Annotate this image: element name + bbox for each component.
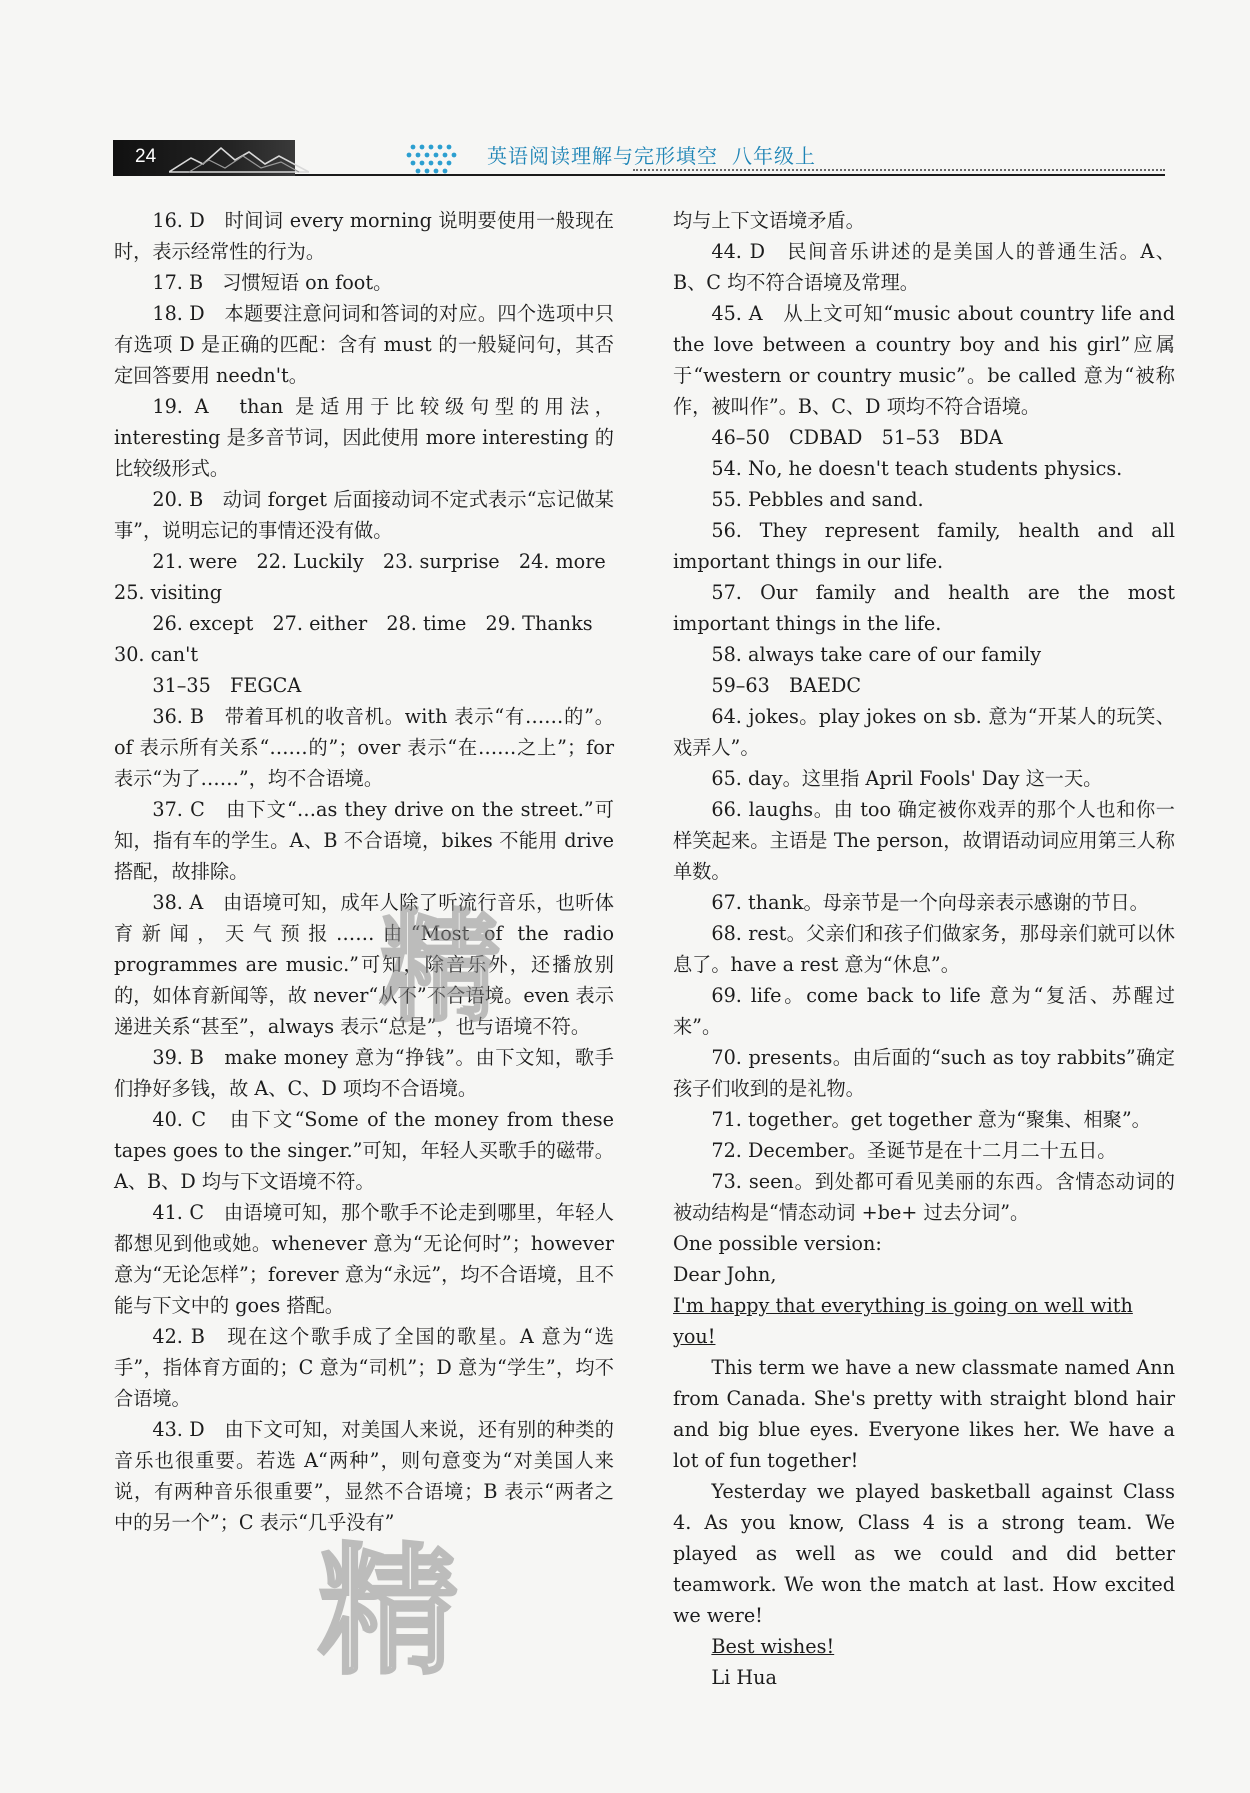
answer-item: 71. together。get together 意为“聚集、相聚”。 xyxy=(711,1108,1151,1131)
answer-item: 42. B 现在这个歌手成了全国的歌星。A 意为“选手”，指体育方面的；C 意为“司机”；D 意为“学生”，均不合语境。 xyxy=(114,1325,614,1410)
left-column xyxy=(114,205,625,1538)
answer-item: 72. December。圣诞节是在十二月二十五日。 xyxy=(711,1139,1117,1162)
answer-continuation: 均与上下文语境矛盾。 xyxy=(673,209,865,232)
dot-pattern-icon xyxy=(293,140,463,176)
answer-item: 64. jokes。play jokes on sb. 意为“开某人的玩笑、戏弄人”。 xyxy=(673,705,1175,759)
answer-item: 17. B 习惯短语 on foot。 xyxy=(152,271,393,294)
header-rule xyxy=(295,174,1165,176)
answer-item: 45. A 从上文可知“music about country life and the love between a country boy and his girl”应属于“western or country music”。be called 意为“被称作，被叫作”。B、C、D 项均不符合语境。 xyxy=(673,302,1175,418)
answer-item: 21. were 22. Luckily 23. surprise 24. more 25. visiting xyxy=(114,550,625,604)
book-title xyxy=(487,140,816,169)
letter-closing: Best wishes! xyxy=(711,1635,835,1658)
header-dotted-rule xyxy=(633,169,1165,171)
answer-item: 16. D 时间词 every morning 说明要使用一般现在时，表示经常性的行为。 xyxy=(114,209,614,263)
book-title-text: 英语阅读理解与完形填空 xyxy=(487,144,718,168)
answer-item: 18. D 本题要注意问词和答词的对应。四个选项中只有选项 D 是正确的匹配：含有 must 的一般疑问句，其否定回答要用 needn't。 xyxy=(114,302,614,387)
grade-label: 八年级上 xyxy=(732,144,816,168)
answer-item: 68. rest。父亲们和孩子们做家务，那母亲们就可以休息了。have a rest 意为“休息”。 xyxy=(673,922,1175,976)
answer-item: 69. life。come back to life 意为“复活、苏醒过来”。 xyxy=(673,984,1175,1038)
letter-opening: I'm happy that everything is going on well with you! xyxy=(673,1294,1133,1348)
watermark-text: 精 xyxy=(380,899,504,1038)
answer-item: 59–63 BAEDC xyxy=(711,674,862,697)
letter-paragraph: This term we have a new classmate named Ann from Canada. She's pretty with straight blond hair and big blue eyes. Everyone likes her. We have a lot of fun together! xyxy=(673,1356,1175,1472)
answer-item: 44. D 民间音乐讲述的是美国人的普通生活。A、B、C 均不符合语境及常理。 xyxy=(673,240,1175,294)
mountain-icon xyxy=(169,138,309,176)
letter-paragraph: Yesterday we played basketball against Class 4. As you know, Class 4 is a strong team. We played as well as we could and did better teamwork. We won the match at last. How excited we were! xyxy=(673,1480,1175,1627)
answer-item: 41. C 由语境可知，那个歌手不论走到哪里，年轻人都想见到他或她。whenever 意为“无论何时”；however 意为“无论怎样”；forever 意为“永远”，均不合语境，且不能与下文中的 goes 搭配。 xyxy=(114,1201,614,1317)
answer-item: 55. Pebbles and sand. xyxy=(711,488,924,511)
watermark-text: 精 xyxy=(318,1531,463,1694)
answer-item: 67. thank。母亲节是一个向母亲表示感谢的节日。 xyxy=(711,891,1149,914)
answer-item: 20. B 动词 forget 后面接动词不定式表示“忘记做某事”，说明忘记的事情还没有做。 xyxy=(114,488,614,542)
answer-item: 58. always take care of our family xyxy=(711,643,1042,666)
letter-salutation: Dear John, xyxy=(673,1263,777,1286)
answer-item: 43. D 由下文可知，对美国人来说，还有别的种类的音乐也很重要。若选 A“两种”，则句意变为“对美国人来说，有两种音乐很重要”，显然不合语境；B 表示“两者之中的另一个”；C 表示“几乎没有” xyxy=(114,1418,614,1534)
answer-item: 36. B 带着耳机的收音机。with 表示“有……的”。of 表示所有关系“……的”；over 表示“在……之上”；for 表示“为了……”，均不合语境。 xyxy=(114,705,614,790)
answer-item: 57. Our family and health are the most important things in the life. xyxy=(673,581,1175,635)
answer-item: 40. C 由下文“Some of the money from these tapes goes to the singer.”可知，年轻人买歌手的磁带。A、B、D 均与下文语境不符。 xyxy=(114,1108,614,1193)
answer-item: 66. laughs。由 too 确定被你戏弄的那个人也和你一样笑起来。主语是 The person，故谓语动词应用第三人称单数。 xyxy=(673,798,1175,883)
answer-item: 54. No, he doesn't teach students physics. xyxy=(711,457,1123,480)
answer-item: 73. seen。到处都可看见美丽的东西。含情态动词的被动结构是“情态动词 +be+ 过去分词”。 xyxy=(673,1170,1175,1224)
answer-item: 26. except 27. either 28. time 29. Thanks 30. can't xyxy=(114,612,612,666)
page-number: 24 xyxy=(135,146,157,167)
answer-item: 38. A 由语境可知，成年人除了听流行音乐，也听体育新闻，天气预报……由“Most of the radio programmes are music.”可知，除音乐外，还播放别的，如体育新闻等，故 never“从不”不合语境。even 表示递进关系“甚至”，always 表示“总是”，也与语境不符。 xyxy=(114,891,614,1038)
answer-item: 37. C 由下文“…as they drive on the street.”可知，指有车的学生。A、B 不合语境，bikes 不能用 drive 搭配，故排除。 xyxy=(114,798,614,883)
answer-item: 31–35 FEGCA xyxy=(152,674,302,697)
answer-item: 70. presents。由后面的“such as toy rabbits”确定孩子们收到的是礼物。 xyxy=(673,1046,1175,1100)
letter-intro: One possible version: xyxy=(673,1232,882,1255)
answer-item: 19. A than 是适用于比较级句型的用法，interesting 是多音节词，因此使用 more interesting 的比较级形式。 xyxy=(114,395,614,480)
answer-item: 65. day。这里指 April Fools' Day 这一天。 xyxy=(711,767,1103,790)
answer-item: 56. They represent family, health and all important things in our life. xyxy=(673,519,1175,573)
answer-item: 46–50 CDBAD 51–53 BDA xyxy=(711,426,1003,449)
page-header xyxy=(113,136,1165,178)
answer-item: 39. B make money 意为“挣钱”。由下文知，歌手们挣好多钱，故 A、C、D 项均不合语境。 xyxy=(114,1046,614,1100)
right-column xyxy=(673,205,1175,1693)
letter-signature: Li Hua xyxy=(711,1666,777,1689)
